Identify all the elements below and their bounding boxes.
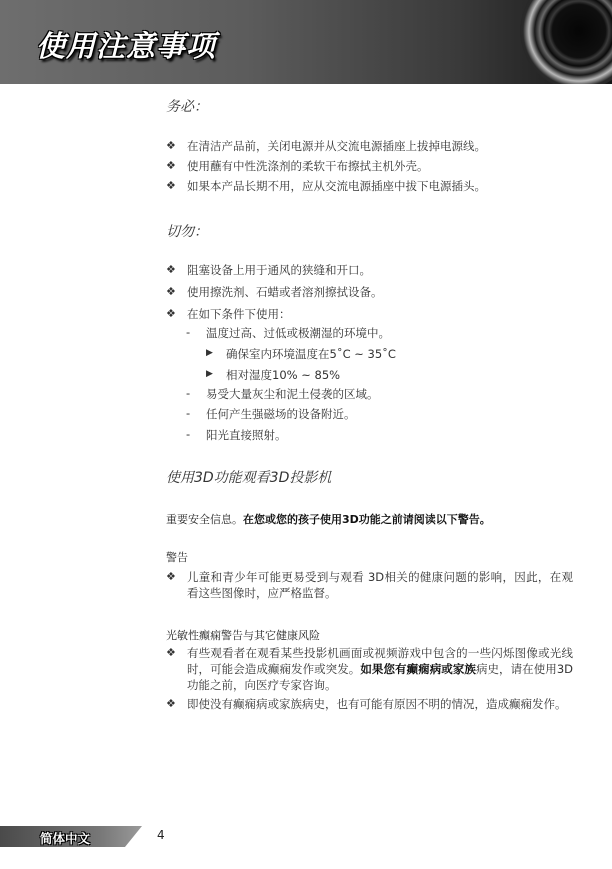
condition-item: 温度过高、过低或极潮湿的环境中。 (206, 326, 390, 340)
page-number: 4 (157, 828, 165, 842)
dash-marker: - (186, 406, 191, 420)
dash-marker: - (186, 427, 191, 441)
condition-item: 易受大量灰尘和泥土侵袭的区域。 (206, 387, 379, 401)
projector-lens-graphic (520, 0, 612, 84)
subcondition-item: 相对湿度10% ~ 85% (226, 368, 341, 382)
condition-item: 任何产生强磁场的设备附近。 (206, 407, 356, 421)
condition-item: 阳光直接照射。 (206, 428, 287, 442)
diamond-bullet-icon: ❖ (166, 263, 176, 276)
safety-notice: 重要安全信息。在您或您的孩子使用3D功能之前请阅读以下警告。 (166, 513, 491, 526)
diamond-bullet-icon: ❖ (166, 307, 176, 320)
epilepsy-item: 有些观看者在观看某些投影机画面或视频游戏中包含的一些闪烁图像或光线时，可能会造成癫痫发作或突发。如果您有癫痫病或家族病史，请在使用3D功能之前，向医疗专家咨询。 (187, 646, 574, 692)
diamond-bullet-icon: ❖ (166, 179, 176, 192)
mustnot-title: 切勿： (166, 224, 208, 240)
diamond-bullet-icon: ❖ (166, 139, 176, 152)
safety-notice-bold: 在您或您的孩子使用3D功能之前请阅读以下警告。 (243, 513, 491, 526)
epilepsy-heading: 光敏性癫痫警告与其它健康风险 (166, 629, 320, 642)
footer-language: 简体中文 (40, 831, 91, 846)
warning-item: 儿童和青少年可能更易受到与观看 3D相关的健康问题的影响，因此，在观看这些图像时，应严格监督。 (187, 570, 573, 600)
must-title: 务必： (166, 99, 208, 115)
diamond-bullet-icon: ❖ (166, 570, 176, 583)
page-title: 使用注意事项 (36, 29, 217, 63)
diamond-bullet-icon: ❖ (166, 646, 176, 659)
triangle-bullet-icon: ▶ (206, 369, 213, 379)
three-d-title: 使用3D功能观看3D投影机 (166, 470, 332, 486)
diamond-bullet-icon: ❖ (166, 697, 176, 710)
dash-marker: - (186, 386, 191, 400)
warning-heading: 警告 (166, 551, 188, 564)
triangle-bullet-icon: ▶ (206, 348, 213, 358)
epilepsy-item: 即使没有癫痫病或家族病史，也有可能有原因不明的情况，造成癫痫发作。 (187, 697, 567, 711)
subcondition-item: 确保室内环境温度在5˚C ~ 35˚C (226, 347, 396, 361)
header-banner (0, 0, 612, 84)
diamond-bullet-icon: ❖ (166, 159, 176, 172)
dash-marker: - (186, 325, 191, 339)
diamond-bullet-icon: ❖ (166, 285, 176, 298)
